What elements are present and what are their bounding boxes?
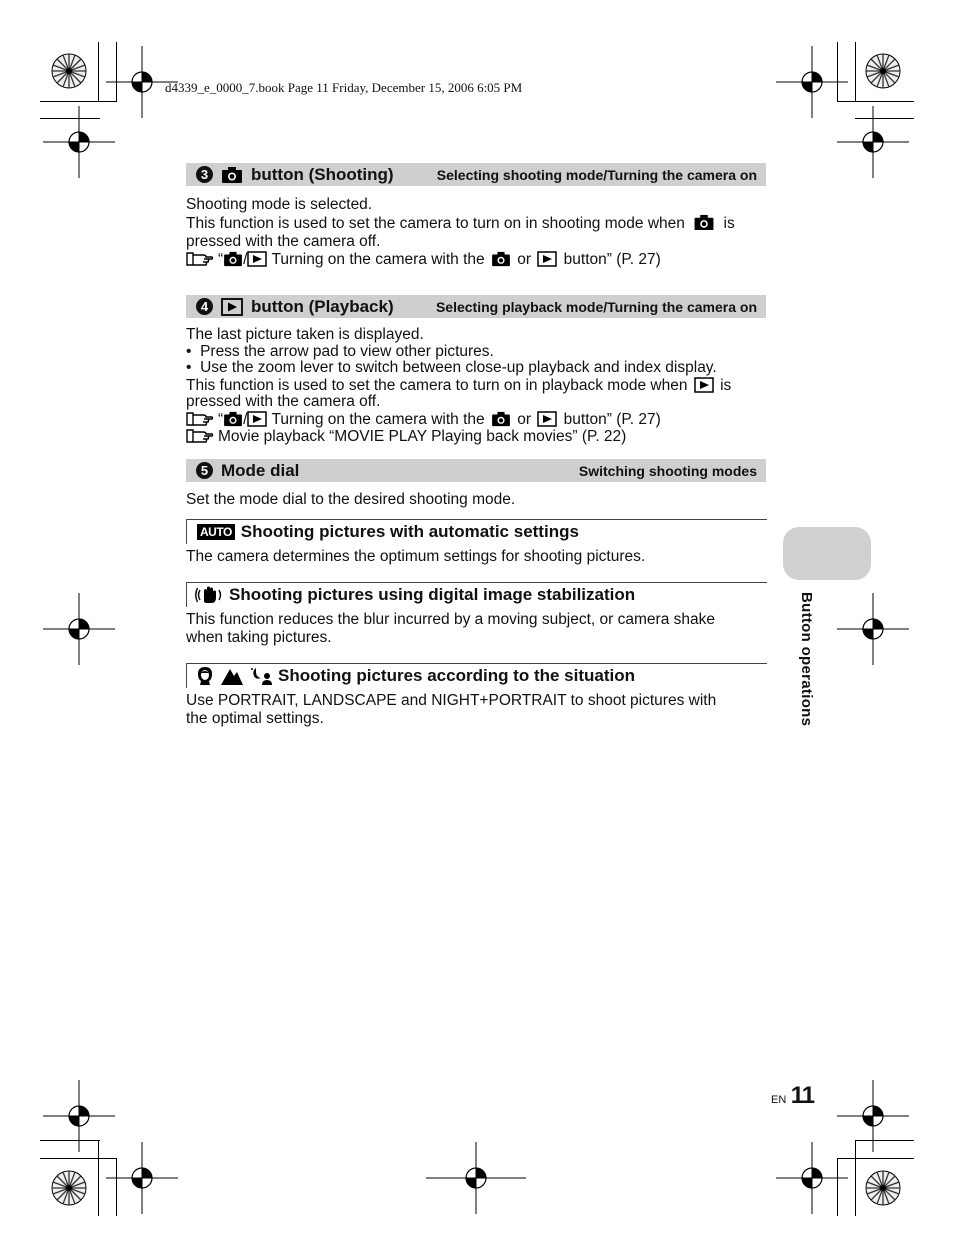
body-line: the optimal settings. [186,710,324,727]
body-line: pressed with the camera off. [186,393,381,410]
ref-text: or [517,251,532,268]
bullet-item [186,360,731,377]
ref-text: or [517,410,532,428]
page-number-value: 11 [790,1082,815,1109]
body-line: The camera determines the optimum settings for shooting pictures. [186,548,646,565]
reference-line [186,411,731,429]
camera-icon [491,251,511,267]
body-line [186,214,735,233]
chapter-label: Button operations [798,592,815,727]
body-line: pressed with the camera off. [186,233,381,250]
reference-hand-icon [186,428,214,444]
reference-hand-icon [186,251,214,267]
subsection-situation-heading [186,663,767,688]
section-number: 3 [196,166,213,183]
camera-icon [223,411,243,427]
body-line: Shooting mode is selected. [186,196,373,213]
camera-icon [223,251,243,267]
subsection-body [186,692,716,728]
section-title: Mode dial [221,461,300,480]
section-subtitle: Selecting shooting mode/Turning the camera on [436,167,757,183]
subsection-title: Shooting pictures with automatic settings [240,522,579,541]
bullet-item [186,344,731,361]
ref-text: button” (P. 27) [563,251,661,268]
subsection-auto-heading [186,519,767,544]
ref-text: / [243,410,248,428]
body-text: is [720,376,732,394]
section-subtitle: Switching shooting modes [578,463,757,479]
ref-text: Turning on the camera with the [271,251,485,268]
night-portrait-icon [250,666,274,686]
file-info-header: d4339_e_0000_7.book Page 11 Friday, December 15, 2006 6:05 PM [165,80,523,95]
chapter-tab [783,527,871,580]
playback-icon [537,411,557,427]
body-line: Use PORTRAIT, LANDSCAPE and NIGHT+PORTRAIT to shoot pictures with [186,692,717,709]
ref-text: Turning on the camera with the [271,410,485,428]
camera-icon [491,411,511,427]
landscape-icon [220,666,244,686]
portrait-icon [195,666,215,686]
subsection-body [186,611,715,647]
ref-text: Movie playback “MOVIE PLAY Playing back movies” (P. 22) [218,428,627,445]
playback-icon [247,411,267,427]
body-text: This function is used to set the camera to turn on in playback mode when [186,376,688,394]
camera-icon [221,166,243,184]
section-number: 4 [196,298,213,315]
reference-line [186,251,735,269]
section-title: button (Playback) [251,297,394,316]
playback-icon [221,298,243,316]
playback-icon [537,251,557,267]
ref-text: “ [218,410,224,428]
section-subtitle: Selecting playback mode/Turning the camera on [435,299,757,315]
body-text: is [723,215,735,232]
section-body-playback [186,327,731,446]
auto-mode-icon: AUTO [197,524,235,540]
body-line: Set the mode dial to the desired shooting mode. [186,491,516,508]
reference-line [186,428,731,446]
playback-icon [694,377,714,393]
body-line [186,377,731,395]
page-number [771,1082,814,1110]
body-text: This function is used to set the camera to turn on in shooting mode when [186,215,685,232]
section-body-shooting [186,196,735,269]
ref-text: / [243,251,248,268]
subsection-title: Shooting pictures using digital image stabilization [229,585,636,604]
bullet-symbol: • [186,342,192,360]
section-bar-mode-dial [186,459,766,482]
image-stabilization-icon [195,585,223,605]
subsection-stabilization-heading [186,582,767,607]
reference-hand-icon [186,411,214,427]
page-language: EN [771,1094,787,1106]
body-line: This function reduces the blur incurred by a moving subject, or camera shake [186,611,715,628]
body-line: when taking pictures. [186,629,332,646]
section-number: 5 [196,462,213,479]
bullet-text: Use the zoom lever to switch between close-up playback and index display. [200,359,717,376]
ref-text: button” (P. 27) [563,410,661,428]
bullet-text: Press the arrow pad to view other pictures. [200,342,494,360]
subsection-title: Shooting pictures according to the situation [278,666,636,685]
playback-icon [247,251,267,267]
bullet-symbol: • [186,359,192,376]
section-bar-playback [186,295,766,318]
camera-icon [693,214,715,231]
ref-text: “ [218,251,224,268]
section-bar-shooting [186,163,766,186]
section-title: button (Shooting) [251,165,394,184]
body-line: The last picture taken is displayed. [186,326,424,343]
